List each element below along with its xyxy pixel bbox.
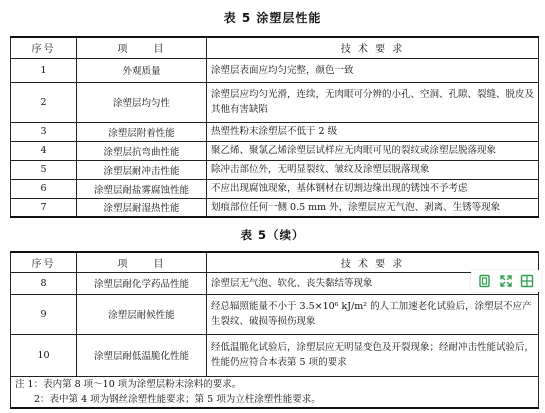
note-2: 2：表中第 4 项为钢丝涂塑性能要求；第 5 项为立柱涂塑性能要求。 xyxy=(15,393,321,405)
floating-toolbar xyxy=(471,270,541,292)
table-caption-continued: 表 5（续） xyxy=(240,228,305,242)
table-notes xyxy=(11,376,539,408)
table-header-row xyxy=(11,37,539,58)
table-row xyxy=(11,82,539,122)
table-row xyxy=(11,58,539,82)
spec-table-2 xyxy=(10,251,539,409)
table-caption: 表 5 涂塑层性能 xyxy=(223,11,322,25)
cell-req: 聚乙烯、聚氯乙烯涂塑层试样应无肉眼可见的裂纹或涂塑层脱落现象 xyxy=(207,141,539,160)
header-no: 序号 xyxy=(11,252,77,272)
table-row xyxy=(11,334,539,376)
cell-item: 涂塑层耐冲击性能 xyxy=(77,160,207,179)
cell-req: 涂塑层表面应均匀完整，颜色一致 xyxy=(207,58,539,82)
copy-icon[interactable] xyxy=(477,273,493,289)
cell-req: 热塑性粉末涂塑层不低于 2 级 xyxy=(207,122,539,141)
header-req: 技 术 要 求 xyxy=(207,37,539,58)
cell-req: 划痕部位任何一侧 0.5 mm 外，涂塑层应无气泡、剥离、生锈等现象 xyxy=(207,198,539,217)
cell-item: 涂塑层抗弯曲性能 xyxy=(77,141,207,160)
header-item: 项 目 xyxy=(77,252,207,272)
cell-no: 1 xyxy=(11,58,77,82)
cell-item: 涂塑层耐化学药品性能 xyxy=(77,272,207,294)
cell-no: 10 xyxy=(11,334,77,376)
cell-item: 涂塑层耐湿热性能 xyxy=(77,198,207,217)
cell-no: 4 xyxy=(11,141,77,160)
table-row xyxy=(11,294,539,334)
cell-item: 外观质量 xyxy=(77,58,207,82)
cell-item: 涂塑层耐盐雾腐蚀性能 xyxy=(77,179,207,198)
cell-req: 除冲击部位外，无明显裂纹、皱纹及涂塑层脱落现象 xyxy=(207,160,539,179)
header-no: 序号 xyxy=(11,37,77,58)
header-item: 项 目 xyxy=(77,37,207,58)
cell-no: 9 xyxy=(11,294,77,334)
table-row xyxy=(11,198,539,217)
cell-no: 8 xyxy=(11,272,77,294)
cell-req: 不应出现腐蚀现象，基体钢材在切割边缘出现的锈蚀不予考虑 xyxy=(207,179,539,198)
cell-item: 涂塑层附着性能 xyxy=(77,122,207,141)
note-1: 注 1：表内第 8 项～10 项为涂塑层粉末涂料的要求。 xyxy=(15,378,242,390)
spec-table-1 xyxy=(10,36,539,218)
table-row xyxy=(11,272,539,294)
cell-item: 涂塑层均匀性 xyxy=(77,82,207,122)
table-row xyxy=(11,160,539,179)
table-row xyxy=(11,179,539,198)
cell-req: 经总辐照能量不小于 3.5×10⁶ kJ/m² 的人工加速老化试验后，涂塑层不应产生裂纹、破损等损伤现象 xyxy=(207,294,539,334)
cell-req: 涂塑层无气泡、软化、丧失黏结等现象 xyxy=(207,272,539,294)
grid-icon[interactable] xyxy=(519,273,535,289)
cell-no: 3 xyxy=(11,122,77,141)
table-row xyxy=(11,141,539,160)
header-req: 技 术 要 求 xyxy=(207,252,539,272)
cell-no: 7 xyxy=(11,198,77,217)
expand-icon[interactable] xyxy=(498,273,514,289)
cell-item: 涂塑层耐低温脆化性能 xyxy=(77,334,207,376)
cell-no: 5 xyxy=(11,160,77,179)
notes-row xyxy=(11,376,539,408)
cell-req: 经低温脆化试验后，涂塑层应无明显变色及开裂现象；经耐冲击性能试验后，性能仍应符合本表第 5 项的要求 xyxy=(207,334,539,376)
cell-no: 2 xyxy=(11,82,77,122)
cell-no: 6 xyxy=(11,179,77,198)
table-row xyxy=(11,122,539,141)
cell-req: 涂塑层应均匀光滑，连续，无肉眼可分辨的小孔、空洞、孔隙、裂缝、脱皮及其他有害缺陷 xyxy=(207,82,539,122)
table-header-row xyxy=(11,252,539,272)
cell-item: 涂塑层耐候性能 xyxy=(77,294,207,334)
